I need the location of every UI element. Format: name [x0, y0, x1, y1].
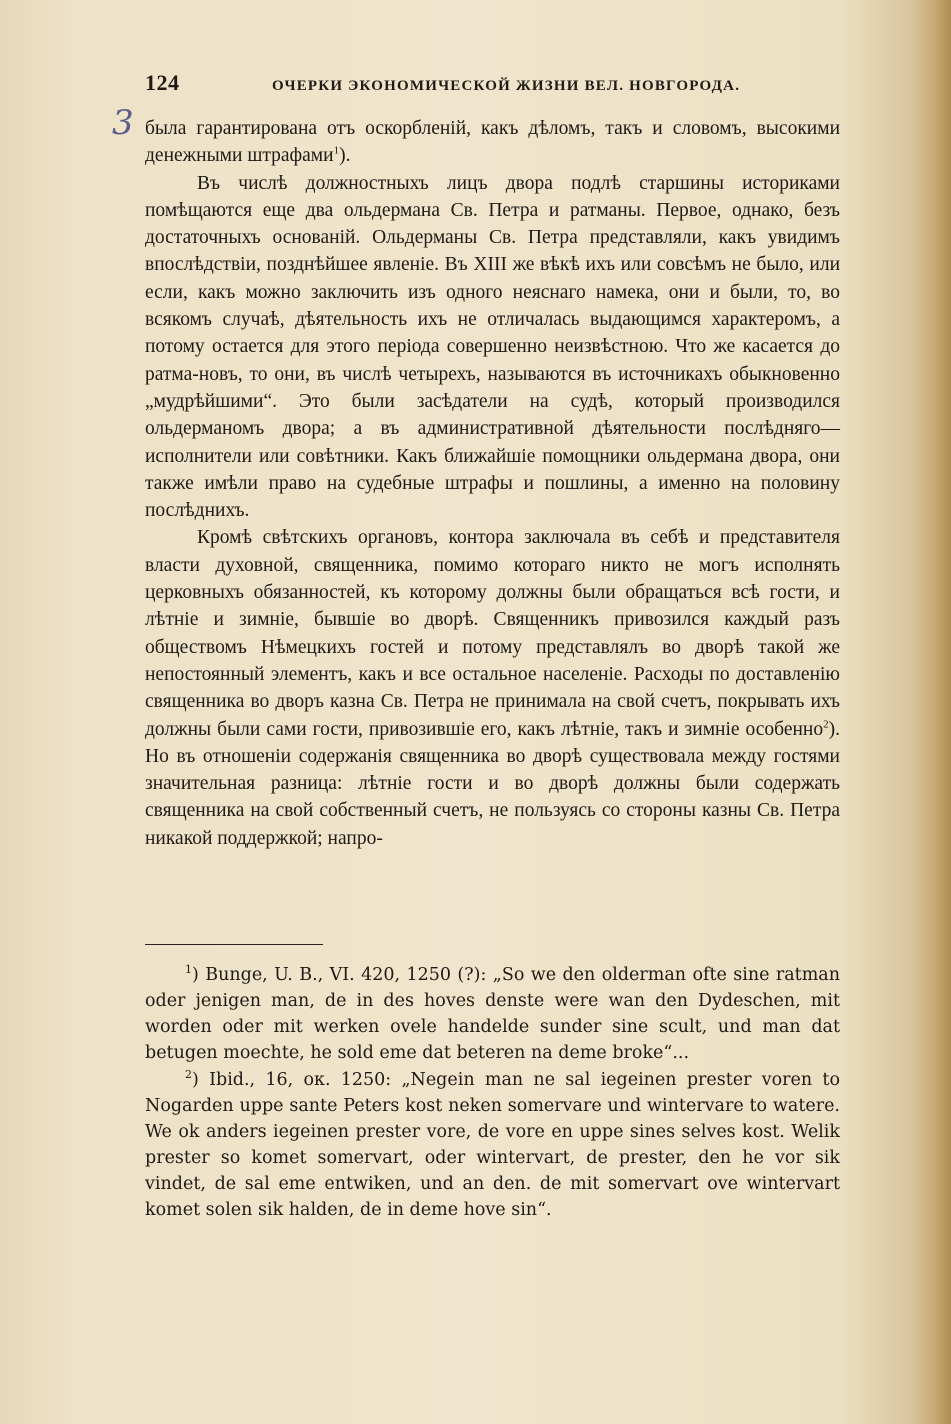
page-number: 124	[145, 70, 180, 95]
main-text	[145, 115, 840, 852]
footnote-ref-1: 1	[333, 144, 340, 157]
page-header	[145, 70, 845, 100]
footnote-2: $^2$) Ibid., 16, ок. 1250: „Negein man ne sal iegeinen prester voren to Nogarden uppe sante Peters kost neken somervare und wintervare to watere. We ok anders iegeinen prester vore, de vore en uppe sines selves kost. Welik prester so komet somervart, oder wintervart, de prester, den he vor sik vindet, de sal eme entwiken, und an den. de mit somervart ove wintervart komet solen sik halden, de in deme hove sin“.	[145, 1068, 840, 1220]
paragraph-1: была гарантирована отъ оскорбленій, какъ дѣломъ, такъ и словомъ, высокими денежными штрафами$^1$).	[145, 118, 840, 167]
footnote-1: $^1$) Bunge, U. B., VI. 420, 1250 (?): „So we den olderman ofte sine ratman oder jenigen man, de in des hoves denste were wan den Dydeschen, mit worden oder mit werken ovele handelde sunder sine scult, und man dat betugen moechte, he sold eme dat beteren na deme broke“...	[145, 963, 840, 1063]
footnotes	[145, 962, 840, 1224]
handwritten-margin-mark: 3	[112, 103, 134, 143]
paragraph-2: Въ числѣ должностныхъ лицъ двора подлѣ старшины историками помѣщаются еще два ольдермана Св. Петра и ратманы. Первое, однако, безъ достаточныхъ основаній. Ольдерманы Св. Петра представляли, какъ увидимъ впослѣдствіи, позднѣйшее явленіе. Въ XIII же вѣкѣ ихъ или совсѣмъ не было, или если, какъ можно заключить изъ одного неяснаго намека, они и были, то, во всякомъ случаѣ, дѣятельность ихъ не отличалась выдающимся характеромъ, а потому остается для этого періода совершенно неизвѣстною. Что же касается до ратма-новъ, то они, въ числѣ четырехъ, называются въ источникахъ обыкновенно „мудрѣйшими“. Это были засѣдатели на судѣ, который производился ольдерманомъ двора; а въ административной дѣятельности послѣдняго—исполнители или совѣтники. Какъ ближайшіе помощники ольдермана двора, они также имѣли право на судебные штрафы и пошлины, а именно на половину послѣднихъ.	[145, 172, 840, 522]
paragraph-3: Кромѣ свѣтскихъ органовъ, контора заключала въ себѣ и представителя власти духовной, священника, помимо котораго никто не могъ исполнять церковныхъ обязанностей, къ которому должны были обращаться всѣ гости, и лѣтніе и зимніе, бывшіе во дворѣ. Священникъ привозился каждый разъ обществомъ Нѣмецкихъ гостей и потому представлялъ во дворѣ такой же непостоянный элементъ, какъ и все остальное населеніе. Расходы по доставленію священника во дворъ казна Св. Петра не принимала на свой счетъ, покрывать ихъ должны были сами гости, привозившіе его, какъ лѣтніе, такъ и зимніе особенно$^2$). Но въ отношеніи содержанія священника во дворѣ существовала между гостями значительная разница: лѣтніе гости и во дворѣ должны были содержать священника на свой собственный счетъ, не пользуясь со стороны казны Св. Петра никакой поддержкой; напро-	[145, 527, 840, 849]
footnote-ref-2: 2	[823, 718, 829, 731]
footnote-divider	[145, 944, 323, 945]
page-edge-stain	[911, 0, 951, 1424]
running-title: ОЧЕРКИ ЭКОНОМИЧЕСКОЙ ЖИЗНИ ВЕЛ. НОВГОРОДА.	[272, 78, 741, 94]
